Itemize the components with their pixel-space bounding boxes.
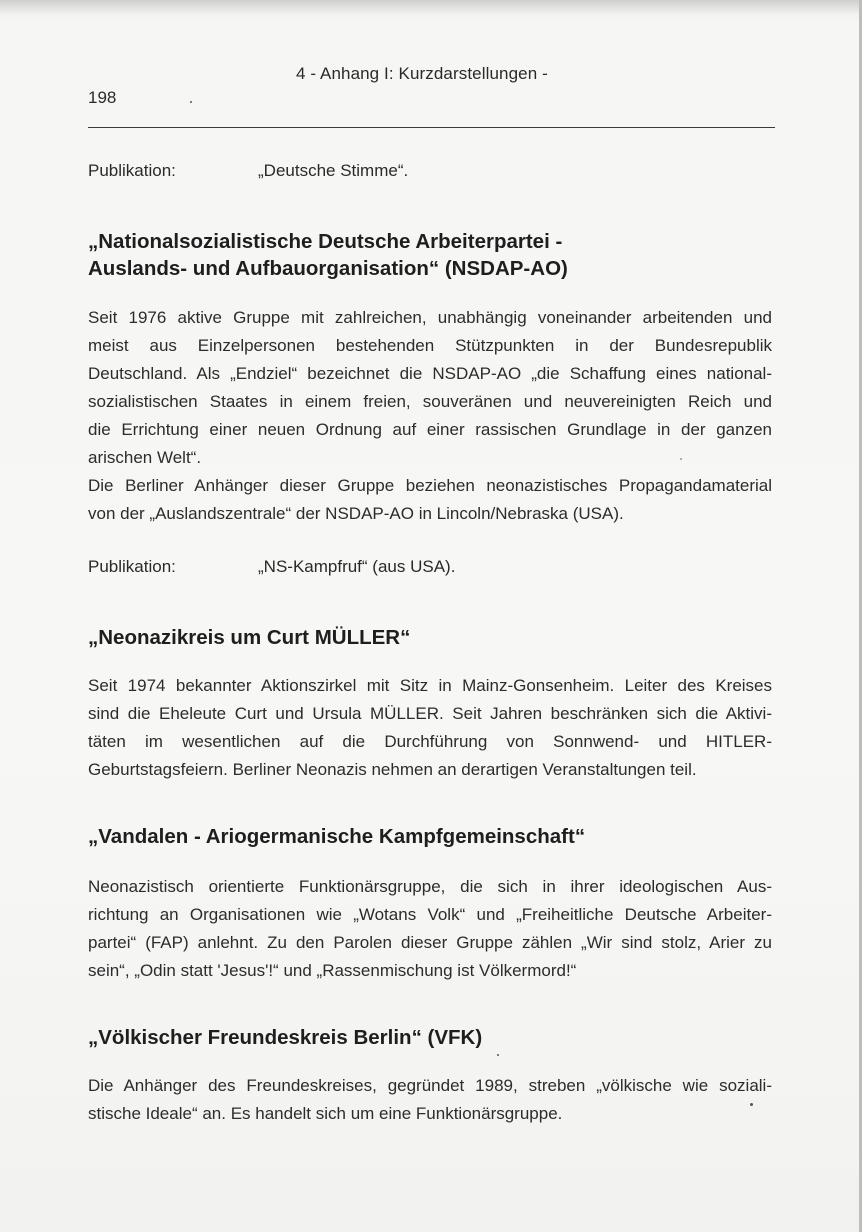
text-line: Die Anhänger des Freundeskreises, gegründet 1989, streben „völkische wie soziali-: [88, 1076, 772, 1095]
section-heading-vfk: „Völkischer Freundeskreis Berlin“ (VFK): [88, 1026, 483, 1049]
text-line: Deutschland. Als „Endziel“ bezeichnet die NSDAP-AO „die Schaffung eines national-: [88, 364, 772, 383]
publication-value: „Deutsche Stimme“.: [258, 161, 409, 180]
paragraph-nsdap-ao: [88, 304, 772, 528]
text-line: sozialistischen Staates in einem freien, souveränen und neuvereinigten Reich und: [88, 392, 772, 411]
text-line: Neonazistisch orientierte Funktionärsgruppe, die sich in ihrer ideologischen Aus-: [88, 877, 772, 896]
text-line: sein“, „Odin statt 'Jesus'!“ und „Rassenmischung ist Völkermord!“: [88, 961, 577, 980]
text-line: Seit 1974 bekannter Aktionszirkel mit Sitz in Mainz-Gonsenheim. Leiter des Kreises: [88, 676, 772, 695]
paragraph-neonazikreis: [88, 672, 772, 784]
publication-value: „NS-Kampfruf“ (aus USA).: [258, 557, 456, 576]
scan-speck: [680, 458, 682, 460]
text-line: von der „Auslandszentrale“ der NSDAP-AO in Lincoln/Nebraska (USA).: [88, 504, 624, 523]
header-divider: [88, 127, 775, 128]
text-line: Die Berliner Anhänger dieser Gruppe beziehen neonazistisches Propagandamaterial: [88, 476, 772, 495]
heading-line: „Nationalsozialistische Deutsche Arbeiterpartei -: [88, 230, 563, 253]
section-heading-vandalen: „Vandalen - Ariogermanische Kampfgemeinschaft“: [88, 825, 586, 848]
text-line: täten im wesentlichen auf die Durchführung von Sonnwend- und HITLER-: [88, 732, 772, 751]
scan-speck: [190, 101, 192, 103]
text-line: die Errichtung einer neuen Ordnung auf einer rassischen Grundlage in der ganzen: [88, 420, 772, 439]
text-line: richtung an Organisationen wie „Wotans Volk“ und „Freiheitliche Deutsche Arbeiter-: [88, 905, 772, 924]
paragraph-vfk: [88, 1072, 772, 1128]
scan-shadow-top: [0, 0, 862, 14]
text-line: sind die Eheleute Curt und Ursula MÜLLER. Seit Jahren beschränken sich die Aktivi-: [88, 704, 772, 723]
section-heading-nsdap-ao: [88, 228, 568, 282]
publication-label: Publikation:: [88, 161, 176, 180]
scan-speck: [497, 1054, 499, 1056]
text-line: Seit 1976 aktive Gruppe mit zahlreichen, unabhängig voneinander arbeitenden und: [88, 308, 772, 327]
heading-line: Auslands- und Aufbauorganisation“ (NSDAP-AO): [88, 257, 568, 280]
publication-label: Publikation:: [88, 557, 176, 576]
section-heading-neonazikreis: „Neonazikreis um Curt MÜLLER“: [88, 626, 411, 649]
page-number: 198: [88, 88, 117, 107]
running-header: 4 - Anhang I: Kurzdarstellungen -: [296, 64, 548, 83]
text-line: partei“ (FAP) anlehnt. Zu den Parolen dieser Gruppe zählen „Wir sind stolz, Arier zu: [88, 933, 772, 952]
scan-speck: [750, 1103, 753, 1106]
text-line: Geburtstagsfeiern. Berliner Neonazis nehmen an derartigen Veranstaltungen teil.: [88, 760, 697, 779]
text-line: stische Ideale“ an. Es handelt sich um eine Funktionärsgruppe.: [88, 1104, 563, 1123]
paragraph-vandalen: [88, 873, 772, 985]
text-line: meist aus Einzelpersonen bestehenden Stützpunkten in der Bundesrepublik: [88, 336, 772, 355]
text-line: arischen Welt“.: [88, 448, 202, 467]
